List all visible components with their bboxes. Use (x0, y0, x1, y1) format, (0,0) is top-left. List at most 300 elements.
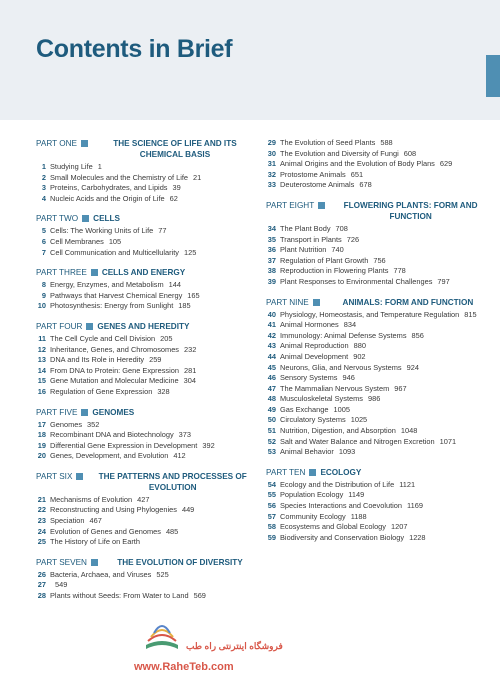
chapter-title: Genes, Development, and Evolution (50, 451, 169, 461)
chapter-number: 53 (267, 447, 276, 457)
chapter-page: 185 (178, 301, 191, 311)
chapter-number: 13 (37, 355, 46, 365)
chapter-entry[interactable] (36, 173, 258, 184)
chapter-text (50, 355, 258, 366)
chapter-number: 12 (37, 344, 46, 354)
part-heading (36, 557, 258, 568)
chapter-text (50, 505, 258, 516)
chapter-entry[interactable] (266, 394, 492, 405)
chapter-title: Bacteria, Archaea, and Viruses (50, 569, 152, 579)
chapter-title: Animal Origins and the Evolution of Body Plans (280, 159, 435, 169)
chapter-title: Recombinant DNA and Biotechnology (50, 430, 174, 440)
chapter-number: 11 (38, 333, 46, 343)
chapter-title: Cell Membranes (50, 236, 104, 246)
chapter-number: 51 (267, 426, 276, 436)
chapter-number: 23 (37, 516, 46, 526)
part-heading (266, 467, 492, 478)
chapter-number: 57 (267, 511, 276, 521)
chapter-title: Energy, Enzymes, and Metabolism (50, 280, 164, 290)
contents-part (36, 267, 258, 312)
chapter-text (50, 366, 258, 377)
chapter-number: 20 (37, 451, 46, 461)
chapter-entry[interactable] (266, 310, 492, 321)
chapter-text (50, 495, 258, 506)
chapter-text (280, 235, 492, 246)
chapter-entry[interactable] (36, 194, 258, 205)
contents-part (36, 138, 258, 204)
chapter-text (50, 591, 258, 602)
part-title: THE SCIENCE OF LIFE AND ITS CHEMICAL BASIS (113, 139, 237, 159)
part-label: PART FOUR (36, 321, 83, 331)
chapter-entry[interactable] (266, 352, 492, 363)
chapter-entry[interactable] (266, 224, 492, 235)
chapter-number: 45 (267, 362, 276, 372)
chapter-title: DNA and Its Role in Heredity (50, 355, 145, 365)
part-heading (266, 200, 492, 222)
chapter-entry[interactable] (36, 430, 258, 441)
chapter-number: 15 (37, 376, 46, 386)
chapter-number: 14 (37, 365, 46, 375)
chapter-text (50, 173, 258, 184)
chapter-number: 34 (267, 223, 276, 233)
chapter-entry[interactable] (36, 334, 258, 345)
chapter-page: 740 (331, 245, 344, 255)
chapter-text (280, 480, 492, 491)
chapter-page: 549 (55, 580, 68, 590)
chapter-page: 986 (367, 394, 381, 404)
chapter-number: 7 (41, 247, 46, 257)
chapter-page: 467 (89, 516, 102, 526)
chapter-entry[interactable] (36, 591, 258, 602)
chapter-title: The Mammalian Nervous System (280, 383, 390, 393)
chapter-entry[interactable] (36, 291, 258, 302)
chapter-number: 43 (267, 341, 276, 351)
chapter-page: 21 (193, 172, 202, 182)
chapter-page: 1121 (399, 479, 416, 489)
chapter-title: Biodiversity and Conservation Biology (280, 532, 405, 542)
part-heading (36, 213, 258, 224)
chapter-entry[interactable] (266, 384, 492, 395)
chapter-number: 48 (267, 394, 276, 404)
chapter-number: 21 (37, 494, 46, 504)
chapter-title: Protostome Animals (280, 169, 346, 179)
chapter-page: 815 (464, 309, 477, 319)
chapter-text (280, 501, 492, 512)
chapter-page: 629 (439, 159, 453, 169)
chapter-number: 5 (41, 226, 46, 236)
chapter-page: 924 (406, 362, 419, 372)
chapter-text (280, 405, 492, 416)
chapter-entry[interactable] (36, 495, 258, 506)
part-title: ANIMALS: FORM AND FUNCTION (342, 297, 474, 307)
chapter-page: 1025 (350, 415, 368, 425)
contents-part (36, 471, 258, 548)
chapter-page: 1188 (350, 511, 367, 521)
chapter-title: Inheritance, Genes, and Chromosomes (50, 344, 179, 354)
chapter-number: 42 (267, 330, 276, 340)
chapter-page: 1 (97, 162, 102, 171)
chapter-page: 39 (172, 183, 181, 193)
chapter-entry[interactable] (36, 580, 258, 591)
square-bullet-icon (91, 269, 98, 276)
chapter-text (280, 180, 492, 191)
chapter-entry[interactable] (266, 170, 492, 181)
chapter-number: 50 (267, 415, 276, 425)
chapter-number: 29 (267, 138, 276, 147)
chapter-number: 49 (267, 404, 276, 414)
chapter-entry[interactable] (36, 387, 258, 398)
chapter-text (50, 194, 258, 205)
chapter-page: 856 (411, 330, 424, 340)
chapter-title: Immunology: Animal Defense Systems (280, 330, 407, 340)
chapter-text (50, 441, 258, 452)
chapter-title: Genomes (50, 419, 83, 429)
chapter-entry[interactable] (266, 437, 492, 448)
chapter-title: Physiology, Homeostasis, and Temperature Regulation (280, 309, 460, 319)
chapter-entry[interactable] (266, 533, 492, 544)
chapter-entry[interactable] (36, 505, 258, 516)
chapter-number: 40 (267, 309, 276, 319)
chapter-entry[interactable] (36, 376, 258, 387)
chapter-title: Ecology and the Distribution of Life (280, 479, 395, 489)
chapter-text (50, 162, 258, 173)
chapter-page: 1207 (390, 522, 408, 532)
chapter-page: 392 (202, 440, 215, 450)
chapter-entry[interactable] (266, 447, 492, 458)
chapter-text (280, 533, 492, 544)
contents-part (36, 321, 258, 398)
chapter-number: 41 (267, 320, 276, 330)
chapter-number: 37 (267, 255, 276, 265)
chapter-number: 2 (41, 172, 46, 182)
chapter-entry[interactable] (266, 426, 492, 437)
chapter-text (280, 490, 492, 501)
chapter-text (280, 384, 492, 395)
watermark (120, 617, 283, 673)
chapter-page: 708 (335, 223, 348, 233)
part-heading (266, 297, 492, 308)
chapter-title: Plant Responses to Environmental Challenges (280, 276, 433, 286)
chapter-entry[interactable] (266, 180, 492, 191)
chapter-number: 19 (37, 440, 46, 450)
chapter-page: 281 (183, 365, 197, 375)
chapter-number: 38 (267, 266, 276, 276)
right-column (266, 138, 492, 552)
chapter-page: 902 (353, 351, 366, 361)
chapter-text (50, 345, 258, 356)
chapter-text (280, 159, 492, 170)
chapter-title: Salt and Water Balance and Nitrogen Excretion (280, 436, 435, 446)
chapter-entry[interactable] (36, 537, 258, 548)
contents-part (36, 213, 258, 258)
watermark-text-persian: فروشگاه اینترنتی راه طب (186, 641, 283, 651)
contents-part (36, 557, 258, 602)
chapter-page: 232 (184, 344, 197, 354)
chapter-page: 373 (178, 430, 192, 440)
part-label: PART ONE (36, 139, 77, 148)
chapter-text (280, 170, 492, 181)
chapter-page: 525 (156, 569, 169, 579)
chapter-title: Plant Nutrition (280, 245, 327, 255)
chapter-page: 427 (137, 494, 150, 504)
chapter-entry[interactable] (266, 235, 492, 246)
chapter-text (280, 331, 492, 342)
chapter-title: Regulation of Gene Expression (50, 386, 153, 396)
square-bullet-icon (82, 215, 89, 222)
chapter-page: 1093 (338, 447, 356, 457)
chapter-title: Ecosystems and Global Ecology (280, 522, 386, 532)
chapter-page: 352 (87, 419, 100, 429)
chapter-page: 651 (350, 169, 364, 179)
chapter-entry[interactable] (36, 570, 258, 581)
part-heading (36, 267, 258, 278)
chapter-text (280, 373, 492, 384)
chapter-title: Gene Mutation and Molecular Medicine (50, 376, 179, 386)
chapter-entry[interactable] (36, 162, 258, 173)
chapter-title: Small Molecules and the Chemistry of Life (50, 172, 189, 182)
chapter-page: 967 (394, 383, 407, 393)
left-column (36, 138, 258, 611)
part-heading (36, 321, 258, 332)
chapter-text (50, 291, 258, 302)
chapter-number: 18 (37, 430, 46, 440)
chapter-text (280, 266, 492, 277)
chapter-entry[interactable] (266, 512, 492, 523)
chapter-number: 27 (37, 580, 46, 590)
chapter-text (280, 352, 492, 363)
chapter-text (280, 426, 492, 437)
chapter-text (280, 437, 492, 448)
chapter-title: Transport in Plants (280, 234, 342, 244)
part-title: CELLS (93, 214, 120, 224)
chapter-number: 25 (37, 537, 46, 547)
chapter-page: 77 (158, 226, 167, 236)
chapter-number: 16 (37, 386, 46, 396)
chapter-entry[interactable] (36, 527, 258, 538)
square-bullet-icon (91, 559, 98, 566)
chapter-title: Mechanisms of Evolution (50, 494, 133, 504)
part-title: FLOWERING PLANTS: FORM AND FUNCTION (343, 200, 478, 221)
chapter-page: 412 (173, 451, 186, 461)
chapter-title: Nutrition, Digestion, and Absorption (280, 426, 396, 436)
chapter-entry[interactable] (266, 490, 492, 501)
chapter-page: 1005 (333, 404, 350, 414)
chapter-number: 35 (267, 234, 276, 244)
chapter-text (280, 245, 492, 256)
chapter-number: 22 (37, 505, 46, 515)
contents-part (266, 200, 492, 288)
chapter-title: Reconstructing and Using Phylogenies (50, 505, 177, 515)
chapter-number: 58 (267, 522, 276, 532)
part-title: CELLS AND ENERGY (101, 268, 186, 278)
chapter-number: 33 (267, 180, 276, 190)
chapter-entry[interactable] (266, 341, 492, 352)
chapter-text (50, 516, 258, 527)
chapter-entry[interactable] (266, 405, 492, 416)
square-bullet-icon (81, 409, 88, 416)
chapter-number: 24 (37, 526, 46, 536)
book-logo-icon (142, 619, 182, 653)
chapter-title: Gas Exchange (280, 404, 329, 414)
chapter-title: Cell Communication and Multicellularity (50, 247, 179, 257)
part-label: PART TWO (36, 214, 79, 224)
chapter-title: Species Interactions and Coevolution (280, 501, 403, 511)
chapter-entry[interactable] (36, 451, 258, 462)
chapter-page: 726 (346, 234, 360, 244)
chapter-title: Differential Gene Expression in Development (50, 440, 198, 450)
chapter-text (280, 363, 492, 374)
square-bullet-icon (86, 323, 93, 330)
chapter-title: Population Ecology (280, 490, 344, 500)
chapter-number: 30 (267, 148, 276, 158)
side-tab-marker (486, 55, 500, 97)
chapter-page: 62 (169, 193, 178, 203)
chapter-entry[interactable] (266, 149, 492, 160)
chapter-entry[interactable] (36, 280, 258, 291)
chapter-number: 54 (267, 479, 276, 489)
chapter-entry[interactable] (266, 415, 492, 426)
chapter-text (280, 512, 492, 523)
chapter-title: Neurons, Glia, and Nervous Systems (280, 362, 402, 372)
chapter-page: 569 (193, 591, 206, 601)
chapter-page: 608 (403, 148, 417, 158)
chapter-text (50, 387, 258, 398)
chapter-title: Speciation (50, 516, 85, 526)
chapter-number: 26 (37, 569, 46, 579)
chapter-entry[interactable] (36, 345, 258, 356)
chapter-title: The Plant Body (280, 223, 331, 233)
chapter-title: Animal Reproduction (280, 341, 349, 351)
chapter-entry[interactable] (36, 441, 258, 452)
chapter-page: 834 (343, 320, 357, 330)
chapter-text (50, 580, 258, 591)
chapter-number: 32 (267, 169, 276, 179)
chapter-page: 328 (157, 386, 170, 396)
chapter-title: Reproduction in Flowering Plants (280, 266, 389, 276)
part-title: GENOMES (92, 407, 135, 417)
square-bullet-icon (309, 469, 316, 476)
chapter-page: 756 (373, 255, 386, 265)
chapter-title: Animal Development (280, 351, 349, 361)
chapter-number: 3 (41, 183, 46, 193)
chapter-text (280, 224, 492, 235)
chapter-text (50, 420, 258, 431)
chapter-page: 946 (342, 373, 355, 383)
chapter-entry[interactable] (266, 363, 492, 374)
chapter-text (50, 226, 258, 237)
chapter-entry[interactable] (36, 248, 258, 259)
chapter-title: The Cell Cycle and Cell Division (50, 333, 156, 343)
chapter-entry[interactable] (266, 245, 492, 256)
chapter-page: 1169 (407, 501, 423, 511)
chapter-page: 485 (165, 526, 179, 536)
chapter-title: The History of Life on Earth (50, 537, 140, 547)
chapter-title: Animal Hormones (280, 320, 339, 330)
chapter-title: Cells: The Working Units of Life (50, 226, 154, 236)
chapter-title: The Evolution and Diversity of Fungi (280, 148, 399, 158)
part-label: PART FIVE (36, 407, 78, 417)
chapter-entry[interactable] (36, 355, 258, 366)
square-bullet-icon (318, 202, 325, 209)
chapter-title: Nucleic Acids and the Origin of Life (50, 193, 165, 203)
chapter-text (280, 394, 492, 405)
chapter-text (280, 149, 492, 160)
chapter-entry[interactable] (36, 226, 258, 237)
chapter-text (280, 310, 492, 321)
chapter-entry[interactable] (36, 366, 258, 377)
chapter-entry[interactable] (266, 256, 492, 267)
part-label: PART THREE (36, 268, 87, 278)
chapter-text (50, 451, 258, 462)
chapter-entry[interactable] (36, 516, 258, 527)
watermark-url: www.RaheTeb.com (134, 661, 234, 673)
chapter-number: 1 (41, 162, 46, 171)
chapter-page: 165 (187, 290, 200, 300)
chapter-page: 1228 (409, 532, 426, 542)
chapter-entry[interactable] (266, 159, 492, 170)
chapter-entry[interactable] (266, 501, 492, 512)
chapter-page: 449 (181, 505, 195, 515)
part-heading (36, 138, 258, 160)
chapter-entry[interactable] (266, 320, 492, 331)
chapter-page: 259 (149, 355, 162, 365)
chapter-title: Circulatory Systems (280, 415, 346, 425)
square-bullet-icon (313, 299, 320, 306)
chapter-text (50, 248, 258, 259)
chapter-text (280, 256, 492, 267)
chapter-entry[interactable] (266, 480, 492, 491)
page-title: Contents in Brief (36, 35, 233, 63)
chapter-number: 36 (267, 245, 276, 255)
chapter-page: 778 (393, 266, 406, 276)
chapter-entry[interactable] (36, 420, 258, 431)
chapter-number: 44 (267, 351, 276, 361)
chapter-number: 4 (41, 193, 46, 203)
chapter-entry[interactable] (266, 138, 492, 149)
chapter-text (50, 334, 258, 345)
chapter-number: 17 (37, 419, 46, 429)
chapter-number: 8 (41, 280, 46, 290)
chapter-entry[interactable] (266, 266, 492, 277)
chapter-title: Sensory Systems (280, 373, 338, 383)
chapter-title: Animal Behavior (280, 447, 334, 457)
chapter-title: Plants without Seeds: From Water to Land (50, 591, 189, 601)
chapter-entry[interactable] (36, 301, 258, 312)
chapter-text (280, 415, 492, 426)
chapter-page: 1048 (400, 426, 418, 436)
chapter-title: Studying Life (50, 162, 93, 171)
chapter-title: Pathways that Harvest Chemical Energy (50, 290, 183, 300)
chapter-entry[interactable] (36, 237, 258, 248)
part-title: THE EVOLUTION OF DIVERSITY (117, 557, 243, 567)
chapter-page: 588 (380, 138, 393, 147)
chapter-page: 678 (359, 180, 372, 190)
chapter-entry[interactable] (266, 331, 492, 342)
part-label: PART SEVEN (36, 557, 87, 567)
chapter-text (280, 341, 492, 352)
chapter-entry[interactable] (266, 277, 492, 288)
chapter-page: 205 (160, 333, 173, 343)
chapter-number: 47 (267, 383, 276, 393)
square-bullet-icon (76, 473, 83, 480)
chapter-number: 9 (41, 290, 46, 300)
chapter-entry[interactable] (266, 522, 492, 533)
chapter-entry[interactable] (36, 183, 258, 194)
chapter-page: 797 (437, 276, 450, 286)
chapter-number: 6 (41, 236, 46, 246)
contents-part (36, 407, 258, 462)
chapter-entry[interactable] (266, 373, 492, 384)
